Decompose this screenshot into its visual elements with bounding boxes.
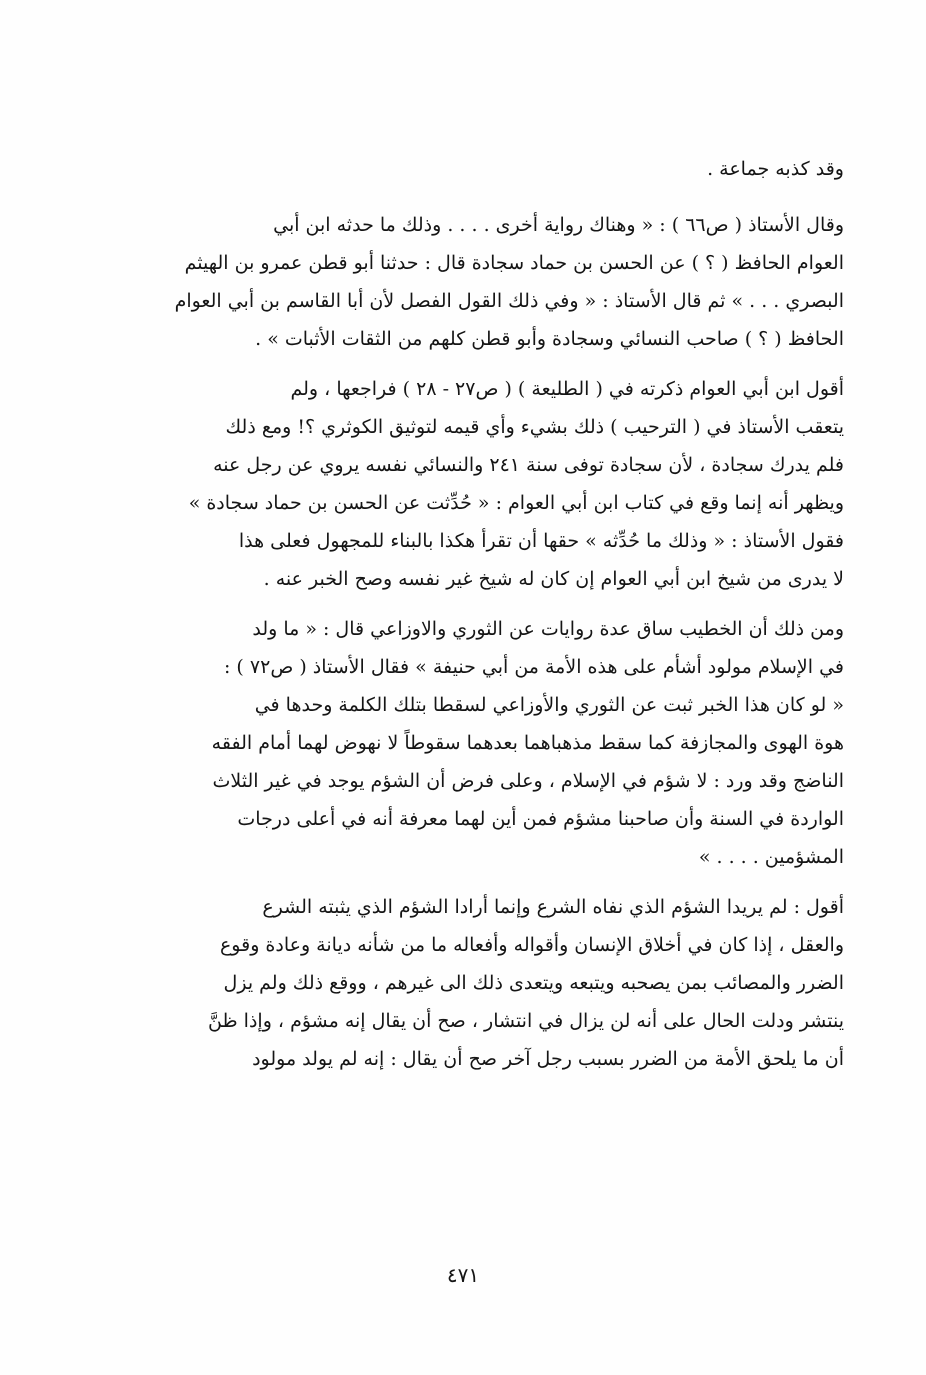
- page-body: [126, 150, 844, 1090]
- paragraph-1: [126, 150, 844, 188]
- text-line: وقد كذبه جماعة .: [707, 158, 844, 180]
- text-line: أقول ابن أبي العوام ذكرته في ( الطليعة ) ( ص٢٧ - ٢٨ ) فراجعها ، ولم: [290, 378, 844, 400]
- text-line: الحافظ ( ؟ ) صاحب النسائي وسجادة وأبو قطن كلهم من الثقات الأثبات » .: [255, 328, 844, 350]
- paragraph-3: [126, 370, 844, 598]
- text-line: البصري . . . » ثم قال الأستاذ : « وفي ذلك القول الفصل لأن أبا القاسم بن أبي العوام: [174, 290, 844, 312]
- text-line: هوة الهوى والمجازفة كما سقط مذهباهما بعدهما سقوطاً لا نهوض لهما أمام الفقه: [211, 732, 844, 754]
- text-line: لا يدرى من شيخ ابن أبي العوام إن كان له شيخ غير نفسه وصح الخبر عنه .: [263, 568, 844, 590]
- text-line: في الإسلام مولود أشأم على هذه الأمة من أبي حنيفة » فقال الأستاذ ( ص٧٢ ) :: [223, 656, 844, 678]
- page-number: ٤٧١: [446, 1263, 480, 1287]
- text-line: ومن ذلك أن الخطيب ساق عدة روايات عن الثوري والاوزاعي قال : « ما ولد: [252, 618, 844, 640]
- text-line: الناضج وقد ورد : لا شؤم في الإسلام ، وعلى فرض أن الشؤم يوجد في غير الثلاث: [212, 770, 844, 792]
- text-line: الضرر والمصائب بمن يصحبه ويتبعه ويتعدى ذلك الى غيرهم ، ووقع ذلك ولم يزل: [223, 972, 844, 994]
- text-line: الواردة في السنة وأن صاحبنا مشؤم فمن أين لهما معرفة أنه في أعلى درجات: [237, 808, 844, 830]
- text-line: أقول : لم يريدا الشؤم الذي نفاه الشرع وإنما أرادا الشؤم الذي يثبته الشرع: [262, 896, 844, 918]
- text-line: فقول الأستاذ : « وذلك ما حُدِّثه » حقها أن تقرأ هكذا بالبناء للمجهول فعلى هذا: [238, 530, 844, 552]
- paragraph-2: [126, 206, 844, 358]
- text-line: يتعقب الأستاذ في ( الترحيب ) ذلك بشيء وأي قيمه لتوثيق الكوثري ؟! ومع ذلك: [225, 416, 844, 438]
- text-line: ويظهر أنه إنما وقع في كتاب ابن أبي العوام : « حُدِّثت عن الحسن بن حماد سجادة »: [188, 492, 844, 514]
- text-line: والعقل ، إذا كان في أخلاق الإنسان وأقواله وأفعاله ما من شأنه ديانة وعادة وقوع: [219, 934, 844, 956]
- text-line: ينتشر ودلت الحال على أنه لن يزال في انتشار ، صح أن يقال إنه مشؤم ، وإذا ظنَّ: [208, 1010, 844, 1032]
- text-line: وقال الأستاذ ( ص٦٦ ) : « وهناك رواية أخرى . . . . وذلك ما حدثه ابن أبي: [273, 214, 844, 236]
- text-line: العوام الحافظ ( ؟ ) عن الحسن بن حماد سجادة قال : حدثنا أبو قطن عمرو بن الهيثم: [184, 252, 844, 274]
- text-line: أن ما يلحق الأمة من الضرر بسبب رجل آخر صح أن يقال : إنه لم يولد مولود: [252, 1048, 844, 1070]
- paragraph-5: [126, 888, 844, 1078]
- text-line: فلم يدرك سجادة ، لأن سجادة توفى سنة ٢٤١ والنسائي نفسه يروي عن رجل عنه: [213, 454, 844, 476]
- paragraph-4: [126, 610, 844, 876]
- text-line: المشؤمين . . . . »: [698, 846, 844, 868]
- text-line: « لو كان هذا الخبر ثبت عن الثوري والأوزاعي لسقطا بتلك الكلمة وحدها في: [254, 694, 844, 716]
